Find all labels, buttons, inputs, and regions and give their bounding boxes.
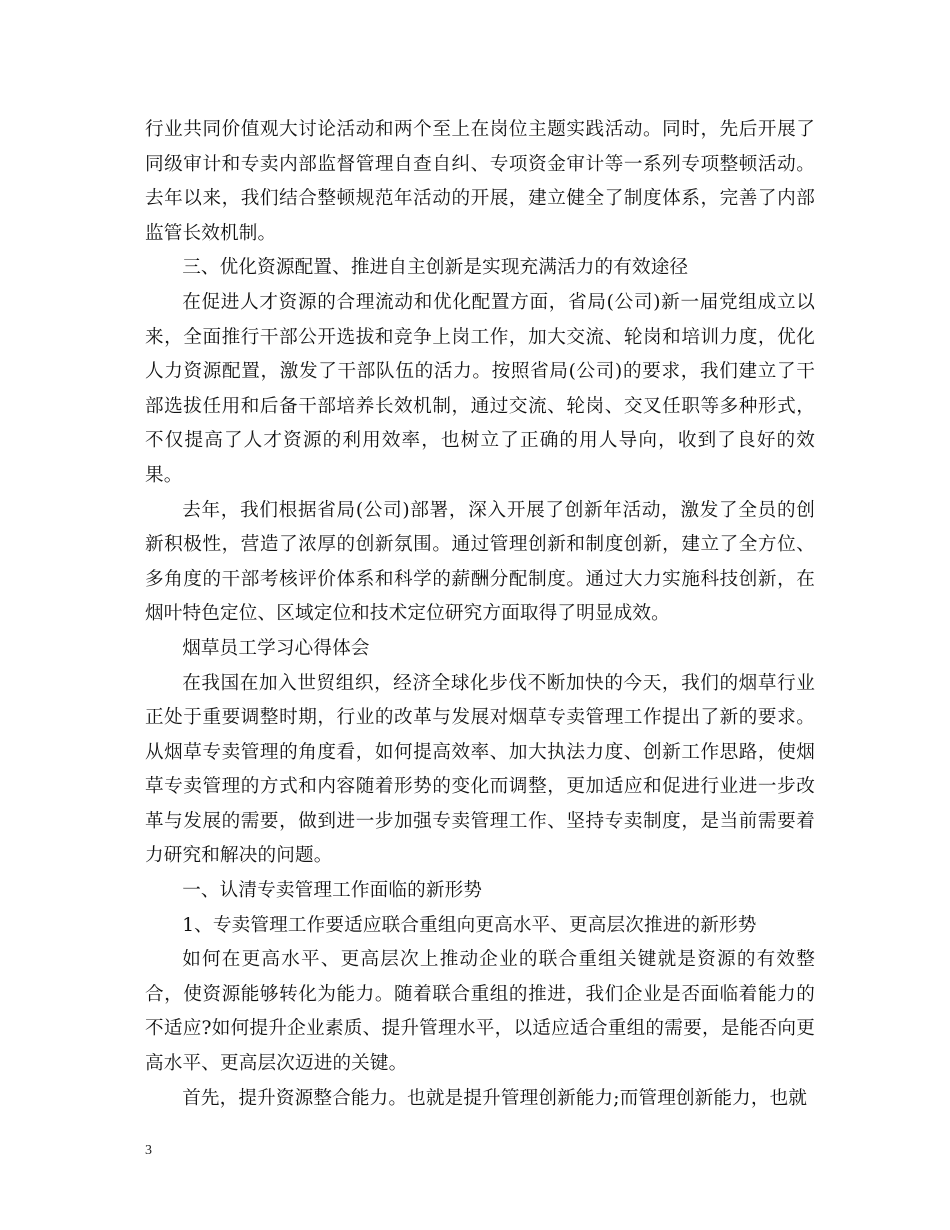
paragraph: 首先，提升资源整合能力。也就是提升管理创新能力;而管理创新能力，也就 (182, 1087, 808, 1109)
section-heading: 一、认清专卖管理工作面临的新形势 (182, 880, 483, 902)
paragraph: 行业共同价值观大讨论活动和两个至上在岗位主题实践活动。同时，先后开展了同级审计和专卖内部监督管理自查自纠、专项资金审计等一系列专项整顿活动。去年以来，我们结合整顿规范年活动的开展，建立健全了制度体系，完善了内部监管长效机制。 (145, 119, 815, 244)
section-heading: 三、优化资源配置、推进自主创新是实现充满活力的有效途径 (182, 257, 689, 279)
article-title: 烟草员工学习心得体会 (182, 637, 370, 659)
paragraph: 在促进人才资源的合理流动和优化配置方面，省局(公司)新一届党组成立以来，全面推行干部公开选拔和竞争上岗工作，加大交流、轮岗和培训力度，优化人力资源配置，激发了干部队伍的活力。按照省局(公司)的要求，我们建立了干部选拔任用和后备干部培养长效机制，通过交流、轮岗、交叉任职等多种形式，不仅提高了人才资源的利用效率，也树立了正确的用人导向，收到了良好的效果。 (145, 291, 815, 486)
subsection-heading: 1、专卖管理工作要适应联合重组向更高水平、更高层次推进的新形势 (182, 914, 757, 936)
paragraph: 在我国在加入世贸组织，经济全球化步伐不断加快的今天，我们的烟草行业正处于重要调整时期，行业的改革与发展对烟草专卖管理工作提出了新的要求。从烟草专卖管理的角度看，如何提高效率、加大执法力度、创新工作思路，使烟草专卖管理的方式和内容随着形势的变化而调整，更加适应和促进行业进一步改革与发展的需要，做到进一步加强专卖管理工作、坚持专卖制度，是当前需要着力研究和解决的问题。 (145, 672, 815, 867)
paragraph: 去年，我们根据省局(公司)部署，深入开展了创新年活动，激发了全员的创新积极性，营造了浓厚的创新氛围。通过管理创新和制度创新，建立了全方位、多角度的干部考核评价体系和科学的薪酬分配制度。通过大力实施科技创新，在烟叶特色定位、区域定位和技术定位研究方面取得了明显成效。 (145, 499, 815, 625)
page-number: 3 (145, 1143, 152, 1158)
paragraph: 如何在更高水平、更高层次上推动企业的联合重组关键就是资源的有效整合，使资源能够转化为能力。随着联合重组的推进，我们企业是否面临着能力的不适应?如何提升企业素质、提升管理水平，以适应适合重组的需要，是能否向更高水平、更高层次迈进的关键。 (145, 949, 815, 1075)
body-text (145, 113, 815, 1116)
